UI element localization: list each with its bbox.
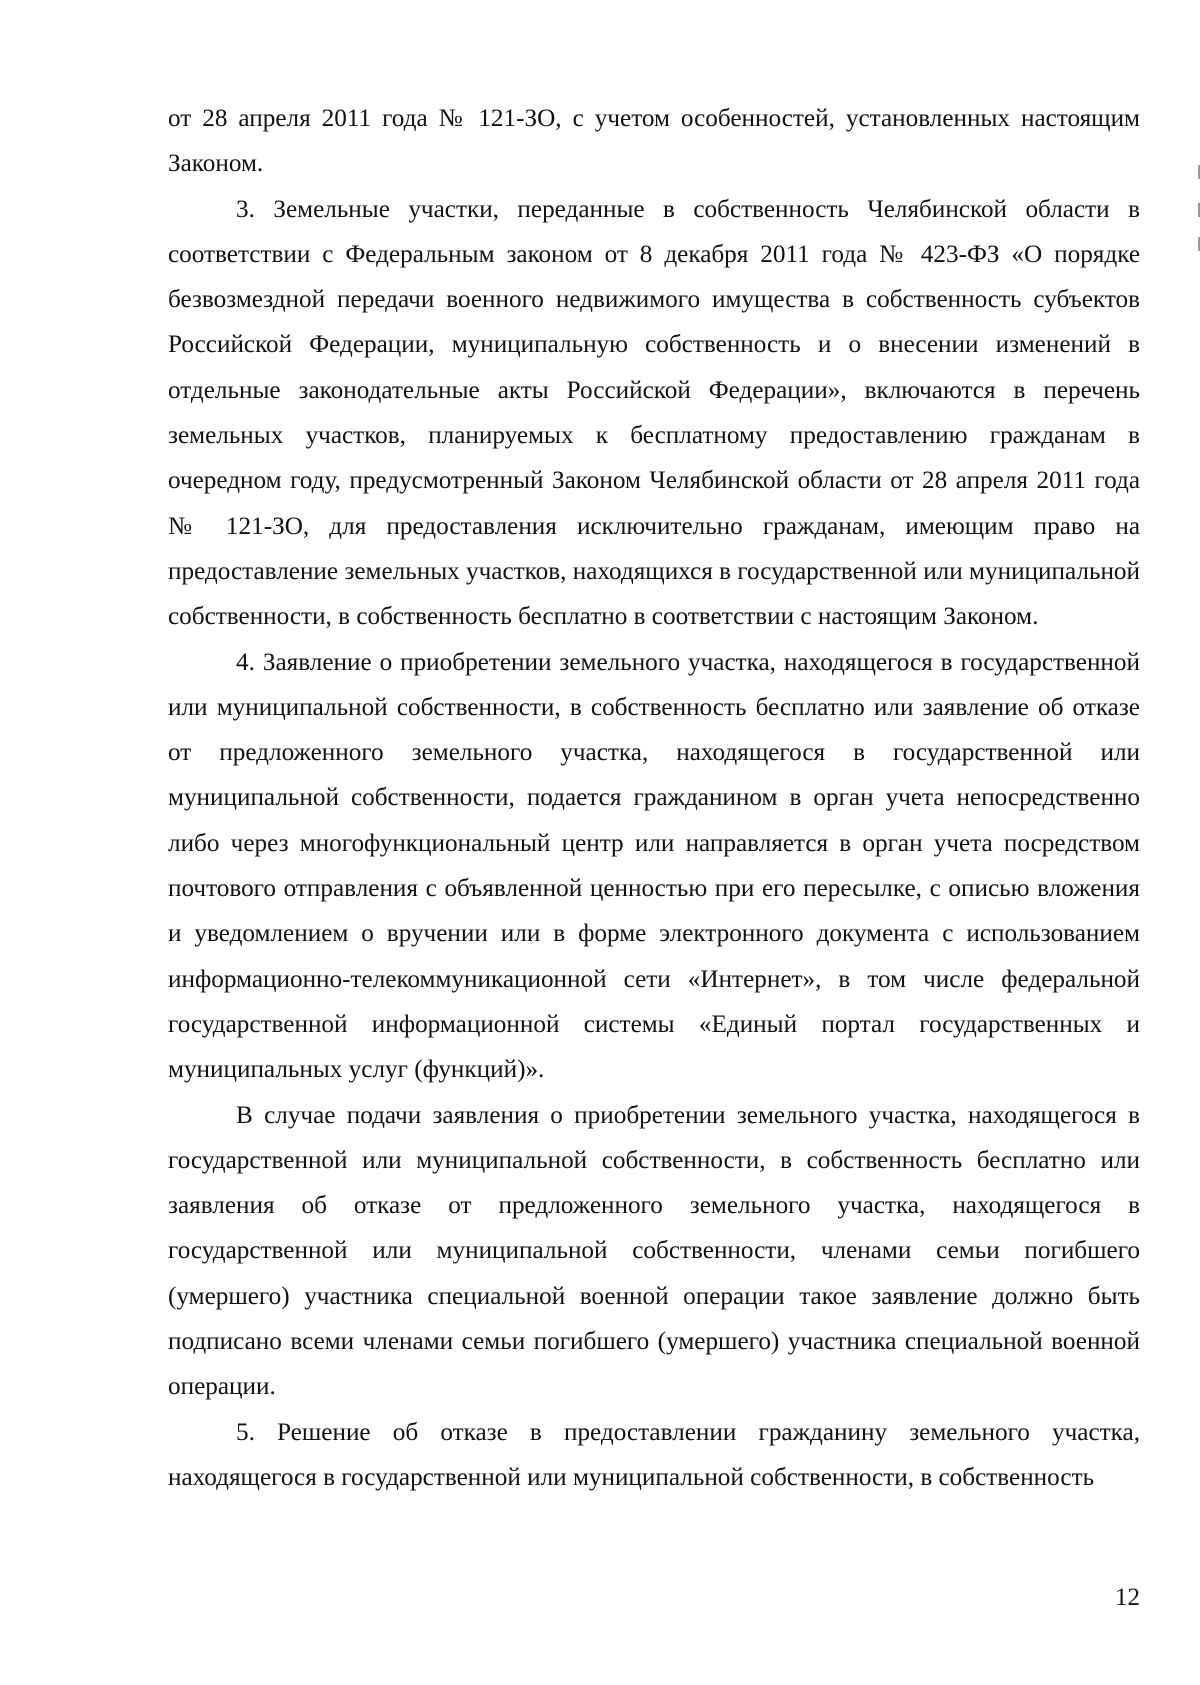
paragraph-item-3: 3. Земельные участки, переданные в собственность Челябинской области в соответствии с Федеральным законом от 8 декабря 2011 года № 423-ФЗ «О порядке безвозмездной передачи военного недвижимого имущества в собственность субъектов Российской Федерации, муниципальную собственность и о внесении изменений в отдельные законодательные акты Российской Федерации», включаются в перечень земельных участков, планируемых к бесплатному предоставлению гражданам в очередном году, предусмотренный Законом Челябинской области от 28 апреля 2011 года № 121-ЗО, для предоставления исключительно гражданам, имеющим право на предоставление земельных участков, находящихся в государственной или муниципальной собственности, в собственность бесплатно в соответствии с настоящим Законом. (168, 195, 1140, 631)
paragraph-item-4: 4. Заявление о приобретении земельного участка, находящегося в государственной или муниципальной собственности, в собственность бесплатно или заявление об отказе от предложенного земельного участка, находящегося в государственной или муниципальной собственности, подается гражданином в орган учета непосредственно либо через многофункциональный центр или направляется в орган учета посредством почтового отправления с объявленной ценностью при его пересылке, с описью вложения и уведомлением о вручении или в форме электронного документа с использованием информационно-телекоммуникационной сети «Интернет», в том числе федеральной государственной информационной системы «Единый портал государственных и муниципальных услуг (функций)». (168, 648, 1140, 1084)
page-number: 12 (1115, 1584, 1140, 1611)
document-body (168, 96, 1140, 1500)
paragraph-continuation: от 28 апреля 2011 года № 121-ЗО, с учетом особенностей, установленных настоящим Законом. (168, 105, 1140, 178)
paragraph-item-5: 5. Решение об отказе в предоставлении гражданину земельного участка, находящегося в государственной или муниципальной собственности, в собственность (168, 1418, 1140, 1491)
paragraph-item-4-addendum: В случае подачи заявления о приобретении земельного участка, находящегося в государственной или муниципальной собственности, в собственность бесплатно или заявления об отказе от предложенного земельного участка, находящегося в государственной или муниципальной собственности, членами семьи погибшего (умершего) участника специальной военной операции такое заявление должно быть подписано всеми членами семьи погибшего (умершего) участника специальной военной операции. (168, 1101, 1140, 1401)
scan-edge-marks (1196, 165, 1200, 255)
